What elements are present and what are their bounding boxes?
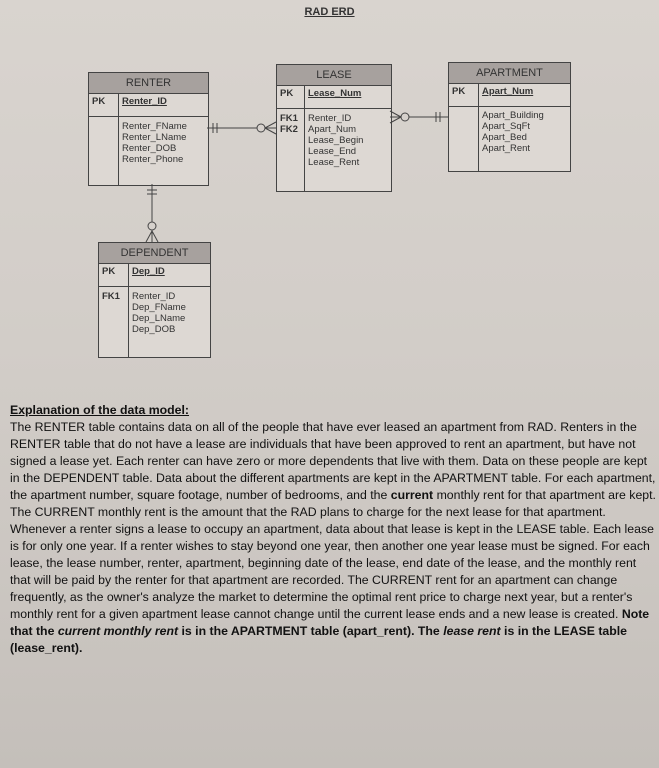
fk-label: FK1 bbox=[102, 291, 120, 302]
pk-attribute: Renter_ID bbox=[122, 96, 167, 107]
diagram-title: RAD ERD bbox=[304, 6, 355, 18]
explanation-heading: Explanation of the data model: bbox=[10, 403, 190, 417]
attribute: Renter_Phone bbox=[122, 154, 184, 165]
note-italic-1: current monthly rent bbox=[57, 624, 179, 638]
entity-renter-name: RENTER bbox=[89, 73, 208, 94]
attribute: Renter_ID bbox=[308, 113, 352, 124]
attribute: Apart_Rent bbox=[482, 143, 531, 154]
attribute: Lease_Rent bbox=[308, 157, 360, 168]
attribute: Dep_DOB bbox=[132, 324, 176, 335]
attribute: Dep_LName bbox=[132, 313, 186, 324]
explanation-paragraph bbox=[10, 419, 658, 657]
attribute: Apart_Bed bbox=[482, 132, 527, 143]
emphasis-current: current bbox=[390, 488, 434, 502]
attribute: Renter_FName bbox=[122, 121, 187, 132]
attribute: Dep_FName bbox=[132, 302, 186, 313]
attribute: Apart_Building bbox=[482, 110, 544, 121]
note-text-2: is in the APARTMENT table (apart_rent). The bbox=[181, 624, 440, 638]
note-italic-2: lease rent bbox=[443, 624, 501, 638]
attribute: Renter_ID bbox=[132, 291, 176, 302]
attribute: Apart_Num bbox=[308, 124, 357, 135]
explanation-section bbox=[10, 402, 658, 657]
pk-label: PK bbox=[89, 94, 119, 116]
pk-label: PK bbox=[277, 86, 305, 108]
attribute: Renter_DOB bbox=[122, 143, 177, 154]
renter-dependent-relationship bbox=[146, 184, 158, 242]
explanation-text-2: monthly rent for that apartment are kept. The CURRENT monthly rent is the amount that the RAD plans to charge for the next lease for that apartment. Whenever a renter signs a lease to occupy an apartment, data about that lease is kept in the LEASE table. Each lease is for only one year. If a renter wishes to stay beyond one year, then another one year lease must be signed. For each lease, the lease number, renter, apartment, beginning date of the lease, end date of the lease, and the monthly rent that will be paid by the renter for that apartment are recorded. The CURRENT rent for an apartment can change frequently, as the owner's analyze the market to determine the optimal rent price to charge next year, but a renter's monthly rent for a given apartment lease cannot change until the current lease ends and a new lease is created. bbox=[10, 488, 656, 621]
lease-apartment-relationship bbox=[390, 111, 448, 123]
attribute: Lease_End bbox=[308, 146, 357, 157]
attribute: Lease_Begin bbox=[308, 135, 364, 146]
pk-label: PK bbox=[99, 264, 129, 286]
fk-label: FK2 bbox=[280, 124, 298, 135]
pk-label: PK bbox=[449, 84, 479, 106]
attribute: Apart_SqFt bbox=[482, 121, 531, 132]
attribute: Renter_LName bbox=[122, 132, 187, 143]
pk-attribute: Dep_ID bbox=[132, 266, 165, 277]
pk-attribute: Apart_Num bbox=[482, 86, 534, 97]
fk-label: FK1 bbox=[280, 113, 298, 124]
renter-lease-relationship bbox=[207, 122, 276, 134]
note-text-1: Note that the bbox=[10, 607, 650, 638]
entity-lease-name: LEASE bbox=[277, 65, 391, 86]
entity-apartment-name: APARTMENT bbox=[449, 63, 570, 84]
note-text-3: is in the LEASE table (lease_rent). bbox=[10, 624, 628, 655]
pk-attribute: Lease_Num bbox=[308, 88, 362, 99]
explanation-text-1: The RENTER table contains data on all of the people that have ever leased an apartment from RAD. Renters in the RENTER table that do not have a lease are individuals that have been approved to rent an apartment, but have not signed a lease yet. Each renter can have zero or more dependents that live with them. Data on these people are kept in the DEPENDENT table. Data about the different apartments are kept in the APARTMENT table. For each apartment, the apartment number, square footage, number of bedrooms, and the bbox=[10, 420, 656, 502]
entity-dependent-name: DEPENDENT bbox=[99, 243, 210, 264]
